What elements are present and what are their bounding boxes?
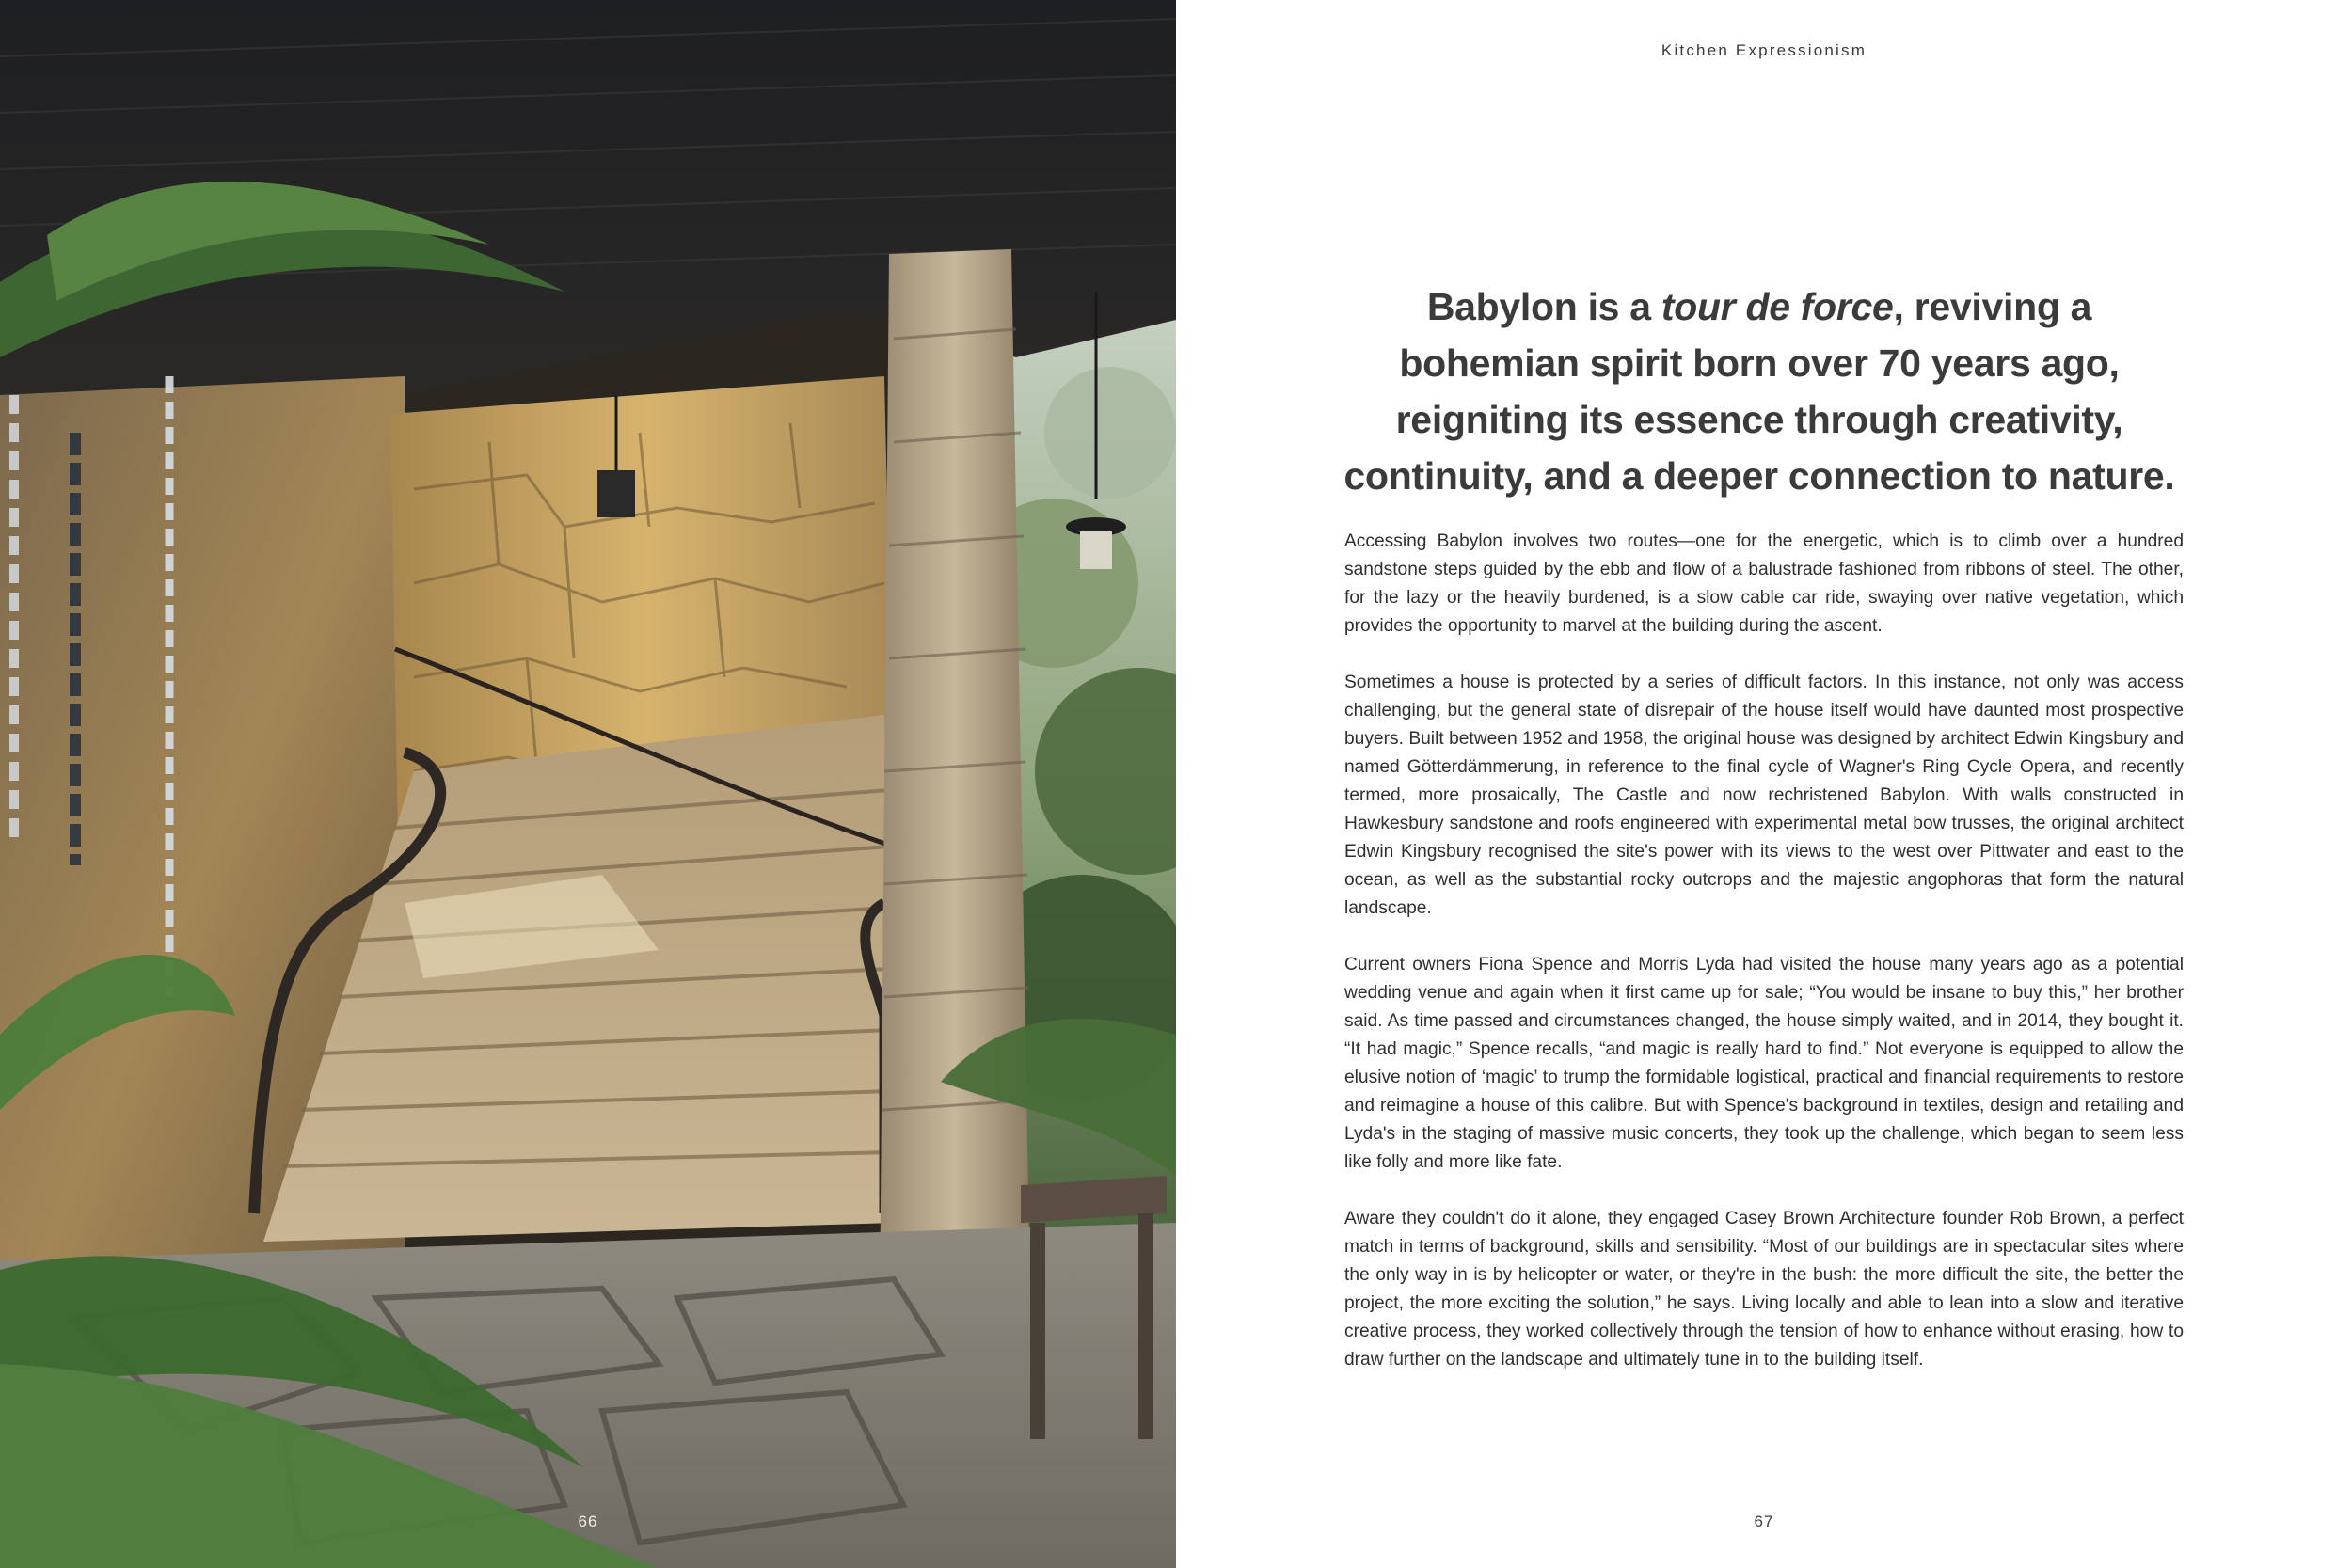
- pull-quote-part-1: Babylon is a: [1426, 285, 1661, 328]
- running-head: Kitchen Expressionism: [1661, 41, 1867, 59]
- pull-quote-italic: tour de force: [1661, 285, 1894, 328]
- body-text: [1344, 528, 2184, 1402]
- pull-quote: [1336, 278, 2183, 504]
- paragraph-3: Current owners Fiona Spence and Morris Lyda had visited the house many years ago as a potential wedding venue and again when it first came up for sale; “You would be insane to buy this,” her brother said. As time passed and circumstances changed, the house simply waited, and in 2014, they bought it. “It had magic,” Spence recalls, “and magic is really hard to find.” Not everyone is equipped to allow the elusive notion of ‘magic’ to trump the formidable logistical, practical and financial requirements to restore and reimagine a house of this calibre. But with Spence's background in textiles, design and retailing and Lyda's in the staging of massive music concerts, they took up the challenge, which began to seem less like folly and more like fate.: [1344, 955, 2184, 1172]
- paragraph-4: Aware they couldn't do it alone, they engaged Casey Brown Architecture founder Rob Brown, a perfect match in terms of background, skills and sensibility. “Most of our buildings are in spectacular sites where the only way in is by helicopter or water, or they're in the bush: the more difficult the site, the better the project, the more exciting the solution,” he says. Living locally and able to lean into a slow and iterative creative process, they worked collectively through the tension of how to enhance without erasing, how to draw further on the landscape and ultimately tune in to the building itself.: [1344, 1209, 2184, 1370]
- paragraph-2: Sometimes a house is protected by a series of difficult factors. In this instance, not only was access challenging, but the general state of disrepair of the house itself would have daunted most prospective buyers. Built between 1952 and 1958, the original house was designed by architect Edwin Kingsbury and named Götterdämmerung, in reference to the final cycle of Wagner's Ring Cycle Opera, and recently termed, more prosaically, The Castle and now rechristened Babylon. With walls constructed in Hawkesbury sandstone and roofs engineered with experimental metal bow trusses, the original architect Edwin Kingsbury recognised the site's power with its views to the west over Pittwater and east to the ocean, as well as the substantial rocky outcrops and the majestic angophoras that form the natural landscape.: [1344, 673, 2184, 918]
- pull-quote-part-2: , reviving a bohemian spirit born over 70 years ago, reigniting its essence through creativity, continuity, and a deeper connection to nature.: [1343, 285, 2175, 498]
- page-number-right: 67: [1754, 1513, 1774, 1530]
- right-page: [1176, 0, 2352, 1568]
- page-number-left: 66: [578, 1513, 598, 1530]
- paragraph-1: Accessing Babylon involves two routes—one for the energetic, which is to climb over a hundred sandstone steps guided by the ebb and flow of a balustrade fashioned from ribbons of steel. The other, for the lazy or the heavily burdened, is a slow cable car ride, swaying over native vegetation, which provides the opportunity to marvel at the building during the ascent.: [1344, 531, 2184, 636]
